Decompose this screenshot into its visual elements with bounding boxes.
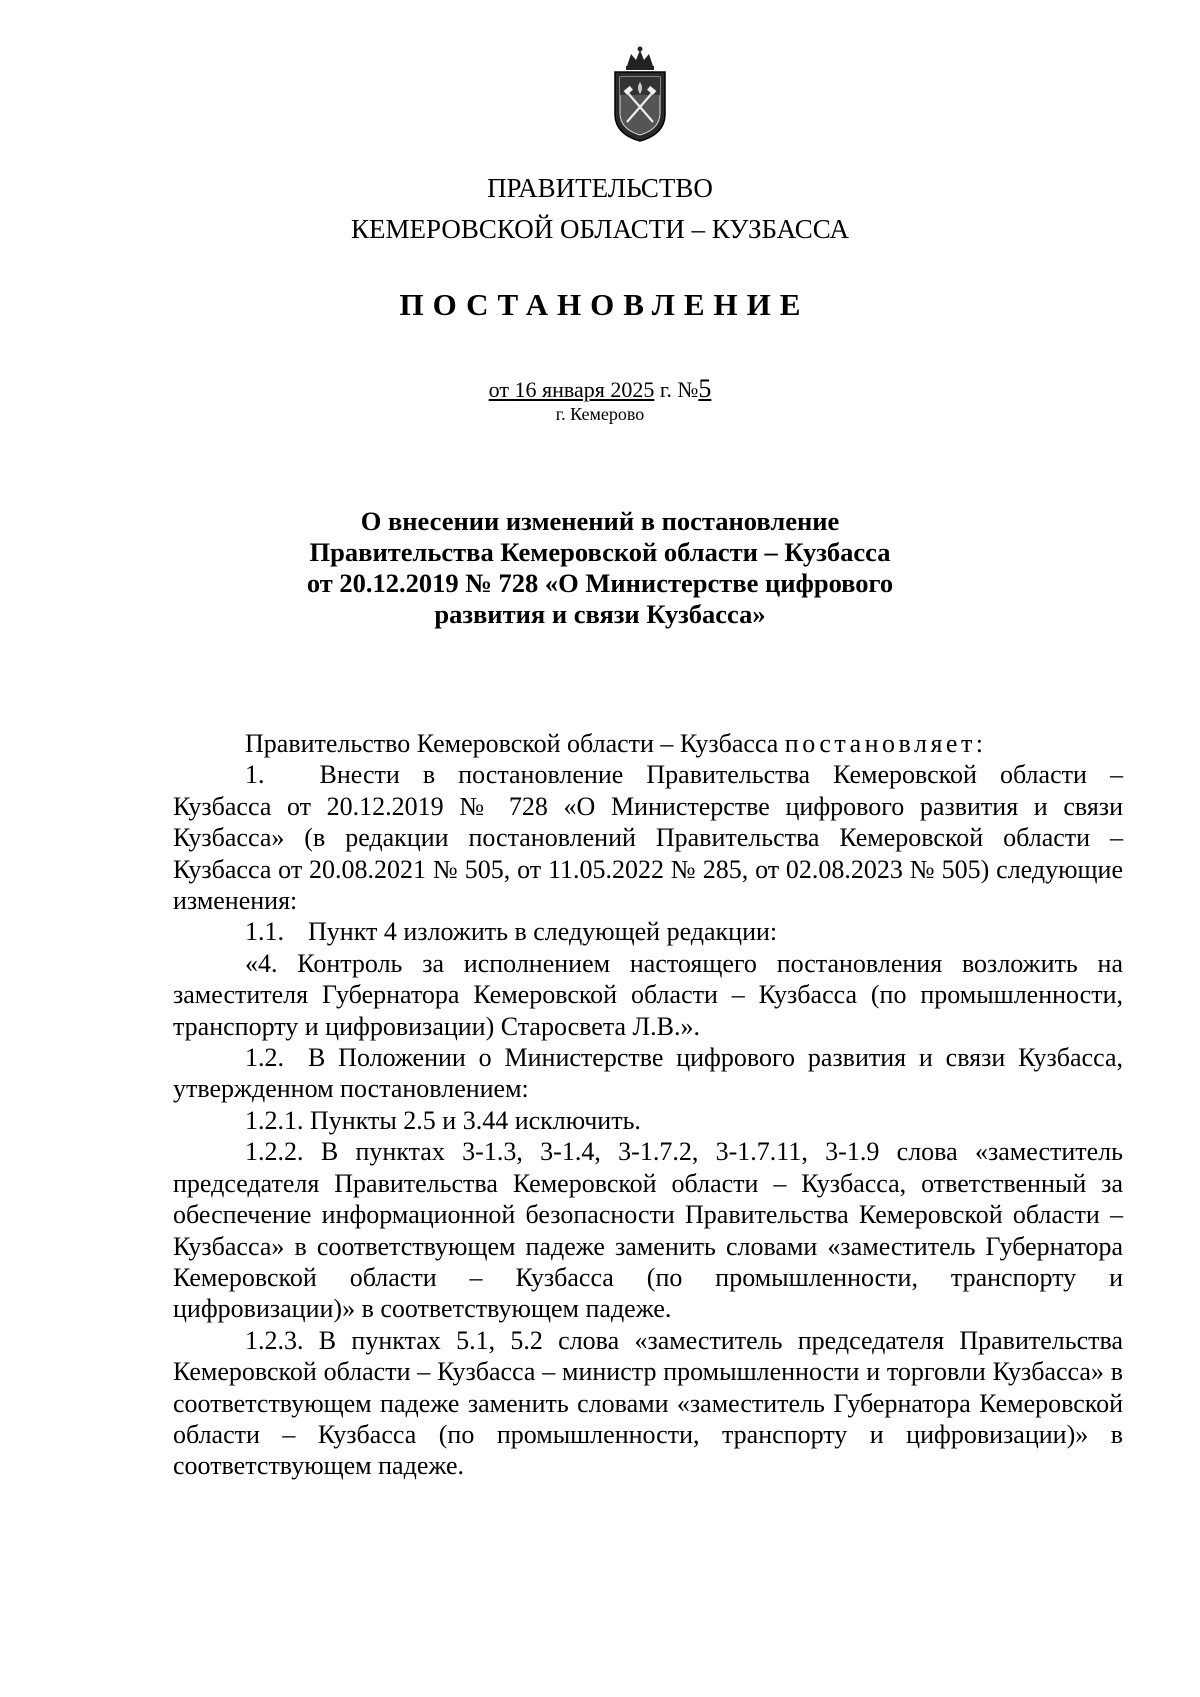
title-line: от 20.12.2019 № 728 «О Министерстве цифрового — [306, 568, 894, 598]
title-line: развития и связи Кузбасса» — [434, 599, 766, 629]
document-type-heading: ПОСТАНОВЛЕНИЕ — [399, 287, 810, 322]
intro-paragraph: Правительство Кемеровской области – Кузбасса постановляет: — [245, 729, 987, 758]
date-number-line — [0, 374, 1200, 404]
paragraph-1-2-1: 1.2.1. Пункты 2.5 и 3.44 исключить. — [245, 1105, 641, 1135]
document-body — [173, 728, 1123, 1482]
title-line: О внесении изменений в постановление — [360, 506, 840, 536]
paragraph-1-1: 1.1. Пункт 4 изложить в следующей редакции: — [245, 917, 778, 947]
government-name-line1: ПРАВИТЕЛЬСТВО — [487, 173, 713, 203]
city-label: г. Кемерово — [555, 404, 645, 424]
paragraph-1-2-2: 1.2.2. В пунктах 3-1.3, 3-1.4, 3-1.7.2, 3-1.7.11, 3-1.9 слова «заместитель председателя Правительства Кемеровской области – Кузбасса, ответственный за обеспечение информационной безопасности Правительства Кемеровской области – Кузбасса» в соответствующем падеже заменить словами «заместитель Губернатора Кемеровской области – Кузбасса (по промышленности, транспорту и цифровизации)» в соответствующем падеже. — [173, 1137, 1123, 1324]
title-line: Правительства Кемеровской области – Кузбасса — [309, 537, 891, 567]
coat-of-arms-emblem — [605, 44, 675, 144]
year-suffix: г. — [659, 377, 672, 402]
paragraph-point-4: «4. Контроль за исполнением настоящего постановления возложить на заместителя Губернатора Кемеровской области – Кузбасса (по промышленности, транспорту и цифровизации) Старосвета Л.В.». — [173, 948, 1123, 1041]
number-sign: № — [677, 377, 699, 402]
paragraph-1-2-3: 1.2.3. В пунктах 5.1, 5.2 слова «заместитель председателя Правительства Кемеровской области – Кузбасса – министр промышленности и торговли Кузбасса» в соответствующем падеже заменить словами «заместитель Губернатора Кемеровской области – Кузбасса (по промышленности, транспорту и цифровизации)» в соответствующем падеже. — [173, 1325, 1123, 1481]
document-number: 5 — [698, 374, 712, 403]
date-prefix: от — [488, 377, 509, 402]
intro-spaced-word: постановляет: — [784, 729, 987, 758]
paragraph-1: 1. Внести в постановление Правительства Кемеровской области – Кузбасса от 20.12.2019 № 728 «О Министерстве цифрового развития и связи Кузбасса» (в редакции постановлений Правительства Кемеровской области – Кузбасса от 20.08.2021 № 505, от 11.05.2022 № 285, от 02.08.2023 № 505) следующие изменения: — [173, 760, 1123, 916]
document-title — [0, 506, 1200, 630]
government-name-line2: КЕМЕРОВСКОЙ ОБЛАСТИ – КУЗБАССА — [351, 214, 849, 244]
document-date: 16 января 2025 — [514, 377, 655, 402]
paragraph-1-2: 1.2. В Положении о Министерстве цифрового развития и связи Кузбасса, утвержденном постановлением: — [173, 1043, 1123, 1104]
